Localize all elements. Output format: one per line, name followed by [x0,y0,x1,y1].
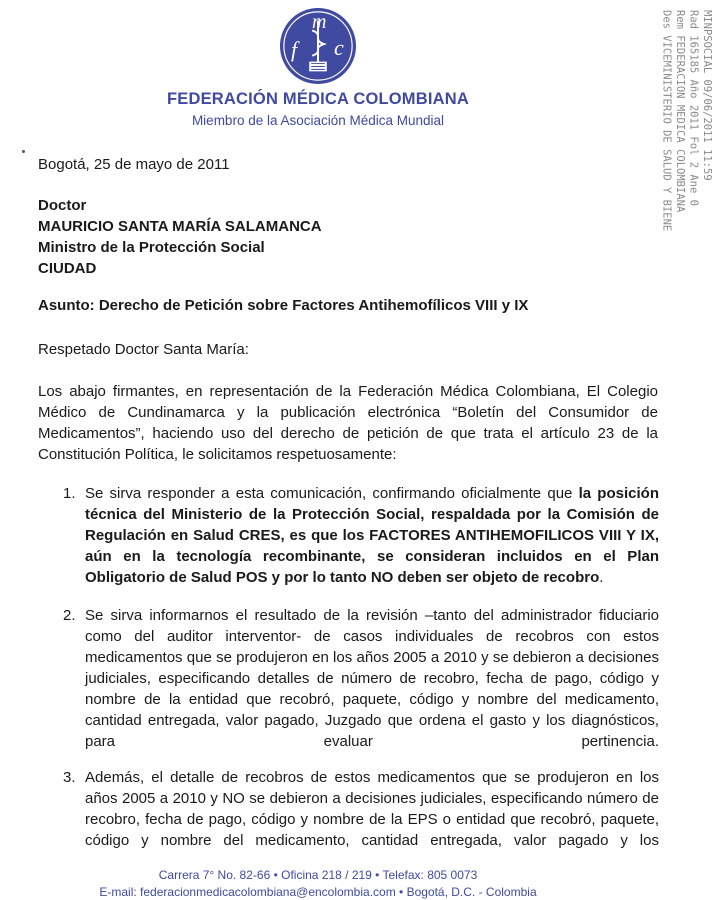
organization-subtitle: Miembro de la Asociación Médica Mundial [191,113,445,128]
stamp-line-4: Des VICEMINISTERIO DE SALUD Y BIENE [660,10,673,232]
logo-letter-m: m [312,11,327,33]
stamp-line-1: MINPSOCIAL 09/06/2011 11:59 [701,10,713,181]
letter-salutation: Respetado Doctor Santa María: [38,341,249,358]
logo-letters-layer [279,7,357,85]
item-number: 1. [63,485,76,502]
item-number: 2. [63,607,76,624]
recipient-title: Doctor [38,197,87,214]
recipient-name: MAURICIO SANTA MARÍA SALAMANCA [38,218,322,235]
item-text: Se sirva informarnos el resultado de la revisión –tanto del administrador fiduciario como del auditor interventor- de casos individuales de recobros con estos medicamentos que se produjeron en los años 2005 a 2010 y se debieron a decisiones judiciales, especificando detalles de número de recobro, fecha de pago, código y nombre de la entidad que recobró, paquete, código y nombre del medicamento, cantidad entregada, valor pagado, Juzgado que ordena el gasto y los diagnósticos, para evaluar pertinencia. [85,607,659,750]
recipient-block [38,195,322,279]
request-item-3 [63,767,659,851]
footer-email: E-mail: federacionmedicacolombiana@encolombia.com • Bogotá, D.C. - Colombia [99,885,537,899]
letter-intro: Los abajo firmantes, en representación de la Federación Médica Colombiana, El Colegio Médico de Cundinamarca y la publicación electrónica “Boletín del Consumidor de Medicamentos”, haciendo uso del derecho de petición de que trata el artículo 23 de la Constitución Política, le solicitamos respetuosamente: [38,383,658,463]
logo-letter-c: c [334,35,344,60]
letter-date: Bogotá, 25 de mayo de 2011 [38,156,230,173]
stamp-line-2: Rad 165185 Año 2011 Fol 2 Ane 0 [687,10,700,206]
item-body [85,483,659,588]
reception-stamp [645,10,713,280]
request-item-1 [63,483,659,588]
stamp-line-3: Rem FEDERACION MEDICA COLOMBIANA [674,10,686,213]
item-text-plain: Se sirva responder a esta comunicación, confirmando oficialmente que [85,485,579,502]
footer-address: Carrera 7° No. 82-66 • Oficina 218 / 219 • Telefax: 805 0073 [158,868,478,882]
recipient-city: CIUDAD [38,260,97,277]
margin-dot [22,150,25,153]
item-text-bold: la posición técnica del Ministerio de la Protección Social, respaldada por la Comisión de Regulación en Salud CRES, es que los FACTORES ANTIHEMOFILICOS VIII Y IX, aún en la tecnología recombinante, se consideran incluidos en el Plan Obligatorio de Salud POS y por lo tanto NO deben ser objeto de recobro [85,485,659,586]
logo-letter-f: f [291,37,298,62]
item-number: 3. [63,769,76,786]
organization-name: FEDERACIÓN MÉDICA COLOMBIANA [167,90,469,108]
request-item-2 [63,605,659,752]
item-text-end: . [599,569,604,586]
recipient-position: Ministro de la Protección Social [38,239,265,256]
item-text: Además, el detalle de recobros de estos medicamentos que se produjeron en los años 2005 a 2010 y NO se debieron a decisiones judiciales, especificando número de recobro, fecha de pago, código y nombre de la EPS o entidad que recobró, paquete, código y nombre del medicamento, cantidad entregada, valor pagado y los [85,769,659,849]
letter-subject: Asunto: Derecho de Petición sobre Factores Antihemofílicos VIII y IX [38,297,529,314]
